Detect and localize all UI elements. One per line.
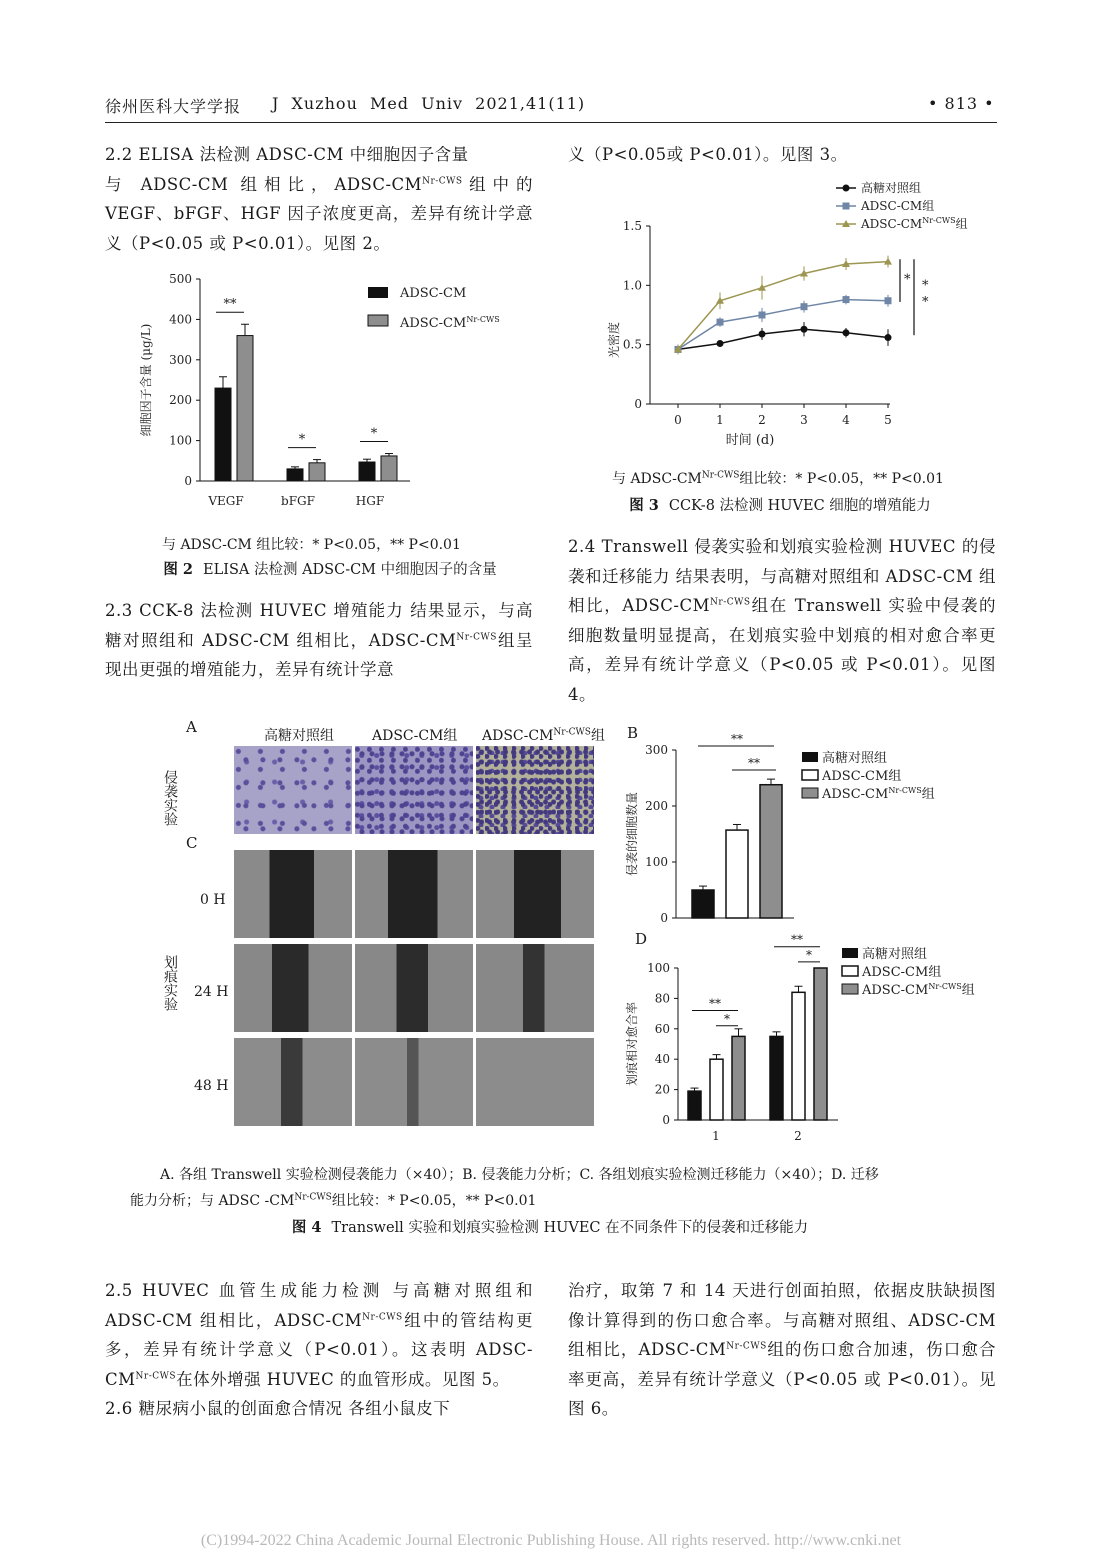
fig4-col-header-3: ADSC-$CM^{Nr-CWS}$组 (482, 727, 605, 744)
fig3-xtick-label: 2 (758, 413, 766, 427)
fig2-caption: 图 2 ELISA 法检测 ADSC-CM 中细胞因子的含量 (163, 561, 497, 578)
copyright-footer: (C)1994-2022 China Academic Journal Electronic Publishing House. All rights reserved. http://www.cnki.net (200, 1532, 902, 1549)
fig3-legend-marker-2 (843, 203, 850, 210)
fig2-bar (287, 469, 303, 481)
fig4-panel-a-label: A (186, 718, 197, 736)
fig3-legend-label-3: ADSC-$CM^{Nr-CWS}$组 (861, 216, 968, 231)
fig4d-sig-label-1: ** (709, 996, 721, 1011)
fig4d-legend-label-2: ADSC-CM组 (862, 965, 942, 980)
fig3-chart (588, 176, 998, 452)
time-24h: 24 H (194, 984, 229, 1000)
fig4b-legend-swatch-3 (802, 788, 818, 798)
fig3-legend-label-1: 高糖对照组 (861, 181, 922, 195)
section-2-6-continued: 治疗，取第 7 和 14 天进行创面拍照，依据皮肤缺损图像计算得到的伤口愈合率。与高糖对照组、ADSC-CM 组相比，ADSC-$CM^{Nr-CWS}$组的伤口愈合加速，伤口愈合率更高，差异有统计学意义（P<0.05 或 P<0.01）。见图 6。 (568, 1281, 997, 1418)
fig3-point (885, 334, 892, 341)
fig4d-legend-swatch-1 (842, 948, 858, 958)
fig4d-xtick-label: 1 (712, 1129, 720, 1143)
fig4b-chart (620, 730, 980, 930)
time-0h: 0 H (200, 892, 226, 908)
right-col-continuation: 义（P<0.05或 P<0.01）。见图 3。 (568, 145, 848, 164)
fig2-ytick-label: 500 (169, 272, 192, 286)
page-number: • 813 • (928, 94, 995, 113)
fig4d-legend-swatch-3 (842, 984, 858, 994)
fig4d-bar (792, 992, 805, 1120)
fig4-panel-b-label: B (627, 724, 639, 742)
section-2-3-title: 2.3 CCK-8 法检测 HUVEC 增殖能力 (105, 601, 404, 620)
fig3-sig-label-1: * (904, 272, 911, 288)
fig2-bar (237, 336, 253, 481)
fig3-ylabel: 光密度 (607, 321, 621, 359)
fig2-xtick-label: HGF (355, 494, 385, 508)
fig2-ytick-label: 0 (184, 474, 192, 488)
fig2-legend-swatch-2 (368, 315, 388, 326)
fig2-xtick-label: bFGF (281, 494, 315, 508)
fig2-legend-label-2: ADSC-$CM^{Nr-CWS}$ (400, 315, 500, 331)
fig4b-ylabel: 侵袭的细胞数量 (625, 791, 639, 877)
scratch-photo-24h-adsc-cm (355, 944, 473, 1032)
fig4b-legend-label-2: ADSC-CM组 (822, 769, 902, 784)
fig2-sig-label: * (298, 432, 306, 448)
fig4d-ytick-label: 0 (662, 1113, 670, 1127)
fig4b-legend-label-1: 高糖对照组 (822, 751, 888, 766)
fig4-note-line1: A. 各组 Transwell 实验检测侵袭能力（×40）；B. 侵袭能力分析；C. 各组划痕实验检测迁移能力（×40）；D. 迁移 (160, 1167, 879, 1183)
fig3-xtick-label: 5 (884, 413, 892, 427)
fig3-point (885, 297, 892, 304)
fig3-series-line (678, 262, 888, 350)
fig3-point (843, 296, 850, 303)
fig3-xtick-label: 1 (716, 413, 724, 427)
fig4b-ytick-label: 300 (645, 743, 668, 757)
fig3-xtick-label: 4 (842, 413, 850, 427)
fig4d-ytick-label: 100 (647, 961, 670, 975)
fig4b-bar (726, 830, 748, 918)
fig2-legend-label-1: ADSC-CM (400, 286, 467, 301)
fig4d-bar (770, 1036, 783, 1120)
fig4b-legend-swatch-1 (802, 752, 818, 762)
fig4-col-header-2: ADSC-CM组 (372, 728, 458, 744)
section-2-4: 2.4 Transwell 侵袭实验和划痕实验检测 HUVEC 的侵袭和迁移能力 结果表明，与高糖对照组和 ADSC-CM 组相比，ADSC-$CM^{Nr-CWS}$组在 Transwell 实验中侵袭的细胞数量明显提高，在划痕实验中划痕的相对愈合率更高，差异有统计学意义（P<0.05 或 P<0.01）。见图 4。 (568, 537, 996, 704)
fig2-chart (130, 265, 530, 525)
fig2-sig-label: * (370, 426, 378, 442)
fig2-ytick-label: 100 (169, 433, 192, 448)
fig2-ytick-label: 200 (169, 393, 192, 408)
header-rule (105, 122, 997, 123)
fig4b-legend-label-3: ADSC-$CM^{Nr-CWS}$组 (822, 786, 935, 802)
fig4b-ytick-label: 0 (660, 911, 668, 925)
scratch-photo-48h-nr-cws (476, 1038, 594, 1126)
fig3-point (801, 303, 808, 310)
fig4-col-header-1: 高糖对照组 (264, 728, 334, 744)
fig3-xtick-label: 0 (674, 413, 682, 427)
fig4-row-invasion: 侵袭实验 (162, 770, 178, 826)
fig3-point (717, 340, 724, 347)
fig2-ytick-label: 400 (169, 312, 192, 327)
fig4d-legend-swatch-2 (842, 966, 858, 976)
fig3-caption: 图 3 CCK-8 法检测 HUVEC 细胞的增殖能力 (629, 497, 931, 514)
fig2-legend-swatch-1 (368, 287, 388, 298)
fig2-bar (359, 462, 375, 481)
fig4-panel-c-label: C (186, 834, 198, 852)
fig2-ylabel: 细胞因子含量 (μg/L) (139, 323, 153, 437)
fig4b-ytick-label: 100 (645, 855, 668, 869)
section-2-2-title: 2.2 ELISA 法检测 ADSC-CM 中细胞因子含量 (105, 145, 469, 164)
scratch-photo-48h-adsc-cm (355, 1038, 473, 1126)
scratch-photo-0h-adsc-cm (355, 850, 473, 938)
fig4d-bar (688, 1091, 701, 1120)
fig4d-ytick-label: 60 (654, 1021, 670, 1036)
fig4b-legend-swatch-2 (802, 770, 818, 780)
transwell-photo-adsc-cm-nr-cws (476, 746, 594, 834)
fig4d-bar (710, 1059, 723, 1120)
time-48h: 48 H (194, 1078, 229, 1094)
fig3-note: 与 ADSC-$CM^{Nr-CWS}$组比较：* P<0.05，** P<0.01 (612, 470, 944, 487)
fig4-panel-d-label: D (635, 930, 648, 948)
transwell-photo-control (234, 746, 352, 834)
fig4d-sig-label-3: ** (791, 932, 803, 947)
fig3-point (843, 329, 850, 336)
fig4b-sig-label-1: ** (731, 732, 743, 746)
fig4d-sig-label-2: * (724, 1011, 730, 1026)
fig2-bar (309, 463, 325, 481)
fig4d-legend-label-1: 高糖对照组 (862, 947, 928, 962)
fig4d-ytick-label: 20 (654, 1082, 670, 1097)
fig4d-legend-label-3: ADSC-$CM^{Nr-CWS}$组 (862, 982, 975, 998)
fig3-ytick-label: 1.5 (622, 219, 642, 233)
fig3-point (759, 312, 766, 319)
fig4-caption: 图 4 Transwell 实验和划痕实验检测 HUVEC 在不同条件下的侵袭和迁移能力 (291, 1219, 809, 1236)
section-2-5-title: 2.5 HUVEC 血管生成能力检测 (105, 1281, 384, 1300)
fig4b-ytick-label: 200 (645, 799, 668, 813)
fig2-xtick-label: VEGF (208, 494, 244, 508)
fig3-legend-label-2: ADSC-CM组 (861, 199, 935, 213)
scratch-photo-grid (234, 850, 596, 1128)
fig4-row-scratch: 划痕实验 (162, 955, 178, 1011)
section-2-6-title: 2.6 糖尿病小鼠的创面愈合情况 (105, 1399, 343, 1418)
scratch-photo-0h-control (234, 850, 352, 938)
fig4-note-line2: 能力分析；与 ADSC $-CM^{Nr-CWS}$组比较：* P<0.05，** P<0.01 (130, 1192, 537, 1209)
fig4d-ytick-label: 80 (654, 991, 670, 1006)
fig3-sig-label-2: * (922, 278, 929, 294)
section-2-2: 2.2 ELISA 法检测 ADSC-CM 中细胞因子含量 与 ADSC-CM 组相比，ADSC-$CM^{Nr-CWS}$组中的 VEGF、bFGF、HGF 因子浓度更高，差异有统计学意义（P<0.05 或 P<0.01）。见图 2。 (105, 145, 534, 253)
section-2-3: 2.3 CCK-8 法检测 HUVEC 增殖能力 结果显示，与高糖对照组和 ADSC-CM 组相比，ADSC-$CM^{Nr-CWS}$组呈现出更强的增殖能力，差异有统计学意 (105, 601, 534, 679)
fig3-xlabel: 时间 (d) (725, 433, 775, 448)
fig2-bar (381, 456, 397, 481)
fig3-sig-label-3: * (922, 294, 929, 310)
section-2-5: 2.5 HUVEC 血管生成能力检测 与高糖对照组和 ADSC-CM 组相比，ADSC-$CM^{Nr-CWS}$组中的管结构更多，差异有统计学意义（P<0.01）。这表明 ADSC-$CM^{Nr-CWS}$在体外增强 HUVEC 的血管形成。见图 5。 2.6 糖尿病小鼠的创面愈合情况 各组小鼠皮下 (105, 1281, 533, 1418)
fig4b-bar (760, 785, 782, 918)
fig4d-bar (814, 968, 827, 1120)
fig2-note: 与 ADSC-CM 组比较：* P<0.05，** P<0.01 (162, 537, 461, 553)
scratch-photo-48h-control (234, 1038, 352, 1126)
section-2-4-title: 2.4 Transwell 侵袭实验和划痕实验检测 HUVEC 的侵袭和迁移能力 (568, 537, 996, 586)
fig4d-ytick-label: 40 (654, 1052, 670, 1067)
fig3-point (759, 330, 766, 337)
scratch-photo-24h-nr-cws (476, 944, 594, 1032)
scratch-photo-0h-nr-cws (476, 850, 594, 938)
journal-name-cn: 徐州医科大学学报 (105, 97, 242, 116)
fig4b-sig-label-2: ** (748, 756, 760, 770)
fig3-point (801, 326, 808, 333)
fig3-point (717, 319, 724, 326)
fig4d-chart (620, 930, 990, 1150)
fig4d-ylabel: 划痕相对愈合率 (625, 1001, 639, 1087)
fig4b-bar (692, 890, 714, 918)
scratch-photo-24h-control (234, 944, 352, 1032)
fig3-legend-marker-1 (843, 185, 850, 192)
fig4d-sig-label-4: * (806, 947, 812, 962)
fig2-sig-label: ** (223, 297, 237, 313)
fig2-ytick-label: 300 (169, 352, 192, 367)
fig3-ytick-label: 0 (634, 397, 642, 411)
journal-citation: J Xuzhou Med Univ 2021,41(11) (272, 94, 586, 113)
fig3-ytick-label: 0.5 (622, 337, 642, 352)
fig2-bar (215, 388, 231, 481)
fig3-xtick-label: 3 (800, 413, 808, 427)
fig3-series-line (678, 300, 888, 350)
fig3-series-line (678, 329, 888, 349)
fig4d-bar (732, 1036, 745, 1120)
fig4d-xtick-label: 2 (794, 1129, 802, 1143)
fig3-ytick-label: 1.0 (622, 278, 642, 293)
transwell-photo-adsc-cm (355, 746, 473, 834)
